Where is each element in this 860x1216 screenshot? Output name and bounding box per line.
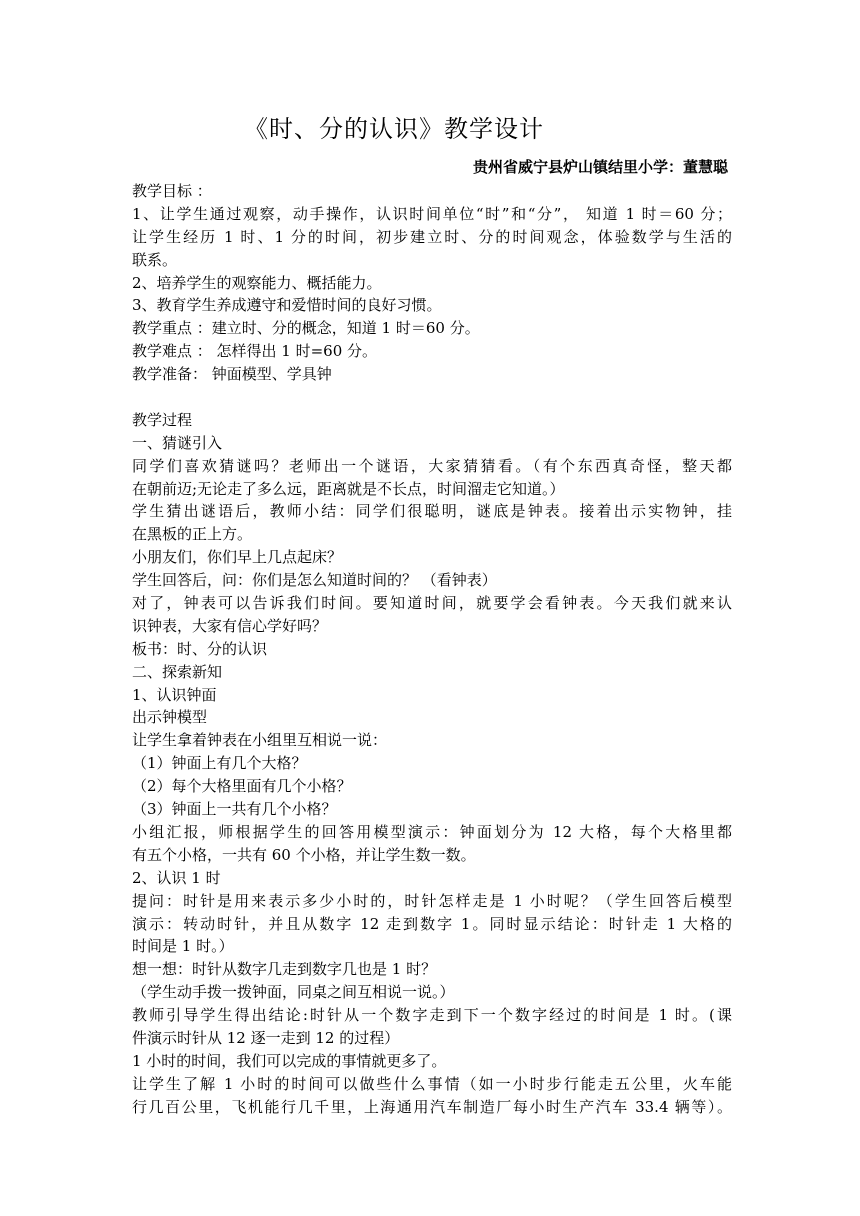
- body-line: 3、教育学生养成遵守和爱惜时间的良好习惯。: [132, 296, 442, 315]
- body-line: 教学重点 ：建立时、分的概念，知道 1 时＝60 分。: [132, 319, 480, 338]
- body-line: 教学目标 ：: [132, 182, 212, 200]
- body-line: 教学难点 ： 怎样得出 1 时=60 分。: [132, 342, 378, 361]
- body-line: 教师引导学生得出结论:时针从一个数字走到下一个数字经过的时间是 1 时。(课: [132, 1006, 732, 1025]
- body-line: 有五个小格，一共有 60 个小格，并让学生数一数。: [132, 845, 476, 864]
- body-line: 行几百公里，飞机能行几千里，上海通用汽车制造厂每小时生产汽车 33.4 辆等）。: [132, 1097, 732, 1116]
- body-line: 提问：时针是用来表示多少小时的，时针怎样走是 1 小时呢？（学生回答后模型: [132, 891, 732, 910]
- body-line: 在朝前迈;无论走了多么远，距离就是不长点，时间溜走它知道。）: [132, 479, 565, 498]
- body-line: 让学生经历 1 时、1 分的时间，初步建立时、分的时间观念，体验数学与生活的: [132, 227, 732, 246]
- body-line: 二、探索新知: [132, 662, 223, 681]
- body-line: 1、让学生通过观察，动手操作，认识时间单位“时”和“分”， 知道 1 时＝60 分；: [132, 204, 732, 223]
- body-line: 一、猜谜引入: [132, 433, 223, 452]
- body-line: （3）钟面上一共有几个小格？: [132, 800, 337, 819]
- body-line: 学生猜出谜语后，教师小结：同学们很聪明，谜底是钟表。接着出示实物钟，挂: [132, 502, 732, 521]
- body-line: 演示：转动时针，并且从数字 12 走到数字 1。同时显示结论：时针走 1 大格的: [132, 914, 732, 933]
- body-line: 2、培养学生的观察能力、概括能力。: [132, 273, 382, 292]
- body-line: 联系。: [132, 250, 178, 269]
- body-line: 教学准备： 钟面模型、学具钟: [132, 365, 332, 384]
- body-line: 小朋友们，你们早上几点起床？: [132, 548, 343, 567]
- body-line: 同学们喜欢猜谜吗？老师出一个谜语，大家猜猜看。（有个东西真奇怪，整天都: [132, 456, 732, 475]
- body-line: 1 小时的时间，我们可以完成的事情就更多了。: [132, 1051, 447, 1070]
- body-line: 件演示时针从 12 逐一走到 12 的过程）: [132, 1028, 400, 1047]
- body-line: [132, 386, 732, 409]
- body-line: 2、认识 1 时: [132, 868, 221, 887]
- body-line: 学生回答后，问：你们是怎么知道时间的？ （看钟表）: [132, 571, 497, 590]
- body-line: 让学生了解 1 小时的时间可以做些什么事情（如一小时步行能走五公里，火车能: [132, 1074, 732, 1093]
- document-body: [132, 180, 732, 1119]
- body-line: （2）每个大格里面有几个小格？: [132, 777, 352, 796]
- body-line: 时间是 1 时。）: [132, 937, 234, 956]
- body-line: 让学生拿着钟表在小组里互相说一说：: [132, 731, 388, 750]
- body-line: 教学过程: [132, 410, 193, 429]
- body-line: 在黑板的正上方。: [132, 525, 253, 544]
- body-line: 对了，钟表可以告诉我们时间。要知道时间，就要学会看钟表。今天我们就来认: [132, 594, 732, 613]
- body-line: 1、认识钟面: [132, 685, 217, 704]
- document-title: 《时、分的认识》教学设计: [244, 115, 544, 143]
- document-author: 贵州省威宁县炉山镇结里小学：董慧聪: [472, 158, 728, 176]
- body-line: 小组汇报，师根据学生的回答用模型演示：钟面划分为 12 大格，每个大格里都: [132, 822, 732, 841]
- body-line: 出示钟模型: [132, 708, 208, 727]
- body-line: 想一想：时针从数字几走到数字几也是 1 时？: [132, 960, 437, 979]
- body-line: （1）钟面上有几个大格？: [132, 754, 307, 773]
- body-line: 识钟表，大家有信心学好吗？: [132, 616, 328, 635]
- body-line: （学生动手拨一拨钟面，同桌之间互相说一说。）: [132, 983, 455, 1002]
- body-line: 板书：时、分的认识: [132, 639, 268, 658]
